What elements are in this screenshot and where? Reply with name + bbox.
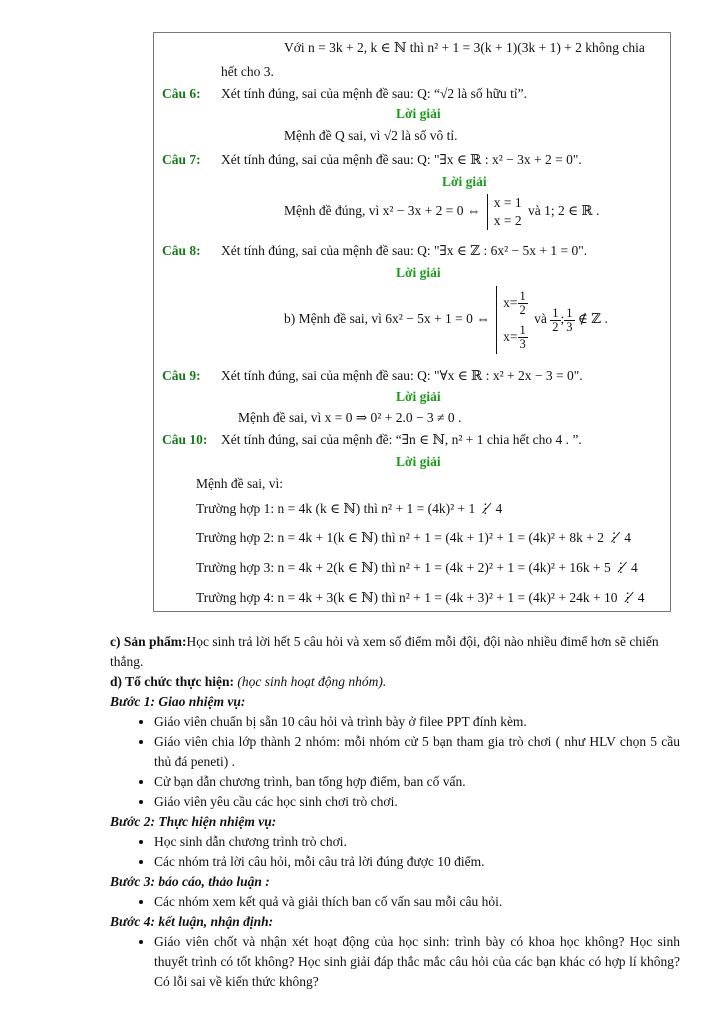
list-item: • Giáo viên chốt và nhận xét hoạt động của học sinh: trình bày có khoa học không? Học sinh thuyết trình có tốt không? Học sinh giải đáp thắc mắc câu hỏi của các bạn khác có hợp lí không? Có lỗi sai về kiến thức không? [154,932,680,992]
list-item: • Các nhóm xem kết quả và giải thích ban cố vấn sau mỗi câu hỏi. [154,892,680,912]
question-text: Xét tính đúng, sai của mệnh đề sau: Q: "∃x ∈ ℝ : x² − 3x + 2 = 0". [221,152,582,167]
question-label: Câu 10: [162,432,208,447]
text-line: hết cho 3. [221,64,274,79]
answer-text: Mệnh đề sai, vì: [196,476,283,491]
case-line: Trường hợp 2: n = 4k + 1(k ∈ ℕ) thì n² + 1 = (4k + 1)² + 1 = (4k)² + 8k + 2 ⋮̸ 4 [196,530,631,545]
question-label: Câu 7: [162,152,201,167]
answer-text: Mệnh đề Q sai, vì √2 là số vô tỉ. [284,128,458,143]
question-text: Xét tính đúng, sai của mệnh đề sau: Q: "∀x ∈ ℝ : x² + 2x − 3 = 0". [221,368,583,383]
answer-text: Mệnh đề sai, vì x = 0 ⇒ 0² + 2.0 − 3 ≠ 0 . [238,410,462,425]
list-item: • Học sinh dẫn chương trình trò chơi. [154,832,680,852]
question-label: Câu 8: [162,243,201,258]
step-heading: Bước 3: báo cáo, thảo luận : [110,874,270,889]
solution-heading: Lời giải [396,454,441,469]
question-label: Câu 9: [162,368,201,383]
question-label: Câu 6: [162,86,201,101]
solution-heading: Lời giải [396,389,441,404]
solution-heading: Lời giải [442,174,487,189]
case-line: Trường hợp 3: n = 4k + 2(k ∈ ℕ) thì n² + 1 = (4k + 2)² + 1 = (4k)² + 16k + 5 ⋮̸ 4 [196,560,638,575]
step-heading: Bước 2: Thực hiện nhiệm vụ: [110,814,277,829]
organization-paragraph: d) Tổ chức thực hiện: (học sinh hoạt động nhóm). [110,674,387,689]
list-item: • Giáo viên yêu cầu các học sinh chơi trò chơi. [154,792,680,812]
question-text: Xét tính đúng, sai của mệnh đề sau: Q: “√2 là số hữu tỉ”. [221,86,528,101]
step-list [110,832,680,872]
answer-text: b) Mệnh đề sai, vì 6x² − 5x + 1 = 0 ⇔ x= $\frac{1}{2}$ x= $\frac{1}{3}$ và $\frac{1}{2}$ ; $\frac{1}{3}$ ∉ ℤ . [284,286,608,354]
activity-section [110,632,680,992]
text-line: Với n = 3k + 2, k ∈ ℕ thì n² + 1 = 3(k + 1)(3k + 1) + 2 không chia [284,40,645,55]
step-heading: Bước 1: Giao nhiệm vụ: [110,694,246,709]
step-list [110,932,680,992]
case-bracket: x= $\frac{1}{2}$ x= $\frac{1}{3}$ [496,286,528,354]
list-item: • Giáo viên chuẩn bị sẵn 10 câu hỏi và trình bày ở filee PPT đính kèm. [154,712,680,732]
case-line: Trường hợp 1: n = 4k (k ∈ ℕ) thì n² + 1 = (4k)² + 1 ⋮̸ 4 [196,501,503,516]
list-item: • Các nhóm trả lời câu hỏi, mỗi câu trả lời đúng được 10 điểm. [154,852,680,872]
case-line: Trường hợp 4: n = 4k + 3(k ∈ ℕ) thì n² + 1 = (4k + 3)² + 1 = (4k)² + 24k + 10 ⋮̸ 4 [196,590,645,605]
answer-text: Mệnh đề đúng, vì x² − 3x + 2 = 0 ⇔ x = 1 x = 2 và 1; 2 ∈ ℝ . [284,195,600,228]
list-item: • Cử bạn dẫn chương trình, ban tổng hợp điểm, ban cố vấn. [154,772,680,792]
solution-heading: Lời giải [396,265,441,280]
solution-box [153,32,671,612]
step-heading: Bước 4: kết luận, nhận định: [110,914,274,929]
case-bracket: x = 1 x = 2 [487,194,522,230]
question-text: Xét tính đúng, sai của mệnh đề: “∃n ∈ ℕ, n² + 1 chia hết cho 4 . ”. [221,432,582,447]
step-list [110,712,680,812]
solution-heading: Lời giải [396,106,441,121]
step-list [110,892,680,912]
question-text: Xét tính đúng, sai của mệnh đề sau: Q: "∃x ∈ ℤ : 6x² − 5x + 1 = 0". [221,243,588,258]
list-item: • Giáo viên chia lớp thành 2 nhóm: mỗi nhóm cử 5 bạn tham gia trò chơi ( như HLV chọn 5 cầu thủ đá peneti) . [154,732,680,772]
product-paragraph: c) Sản phẩm:Học sinh trả lời hết 5 câu hỏi và xem số điểm mỗi đội, đội nào nhiều đimể hơn sẽ chiến thắng. [110,634,659,669]
